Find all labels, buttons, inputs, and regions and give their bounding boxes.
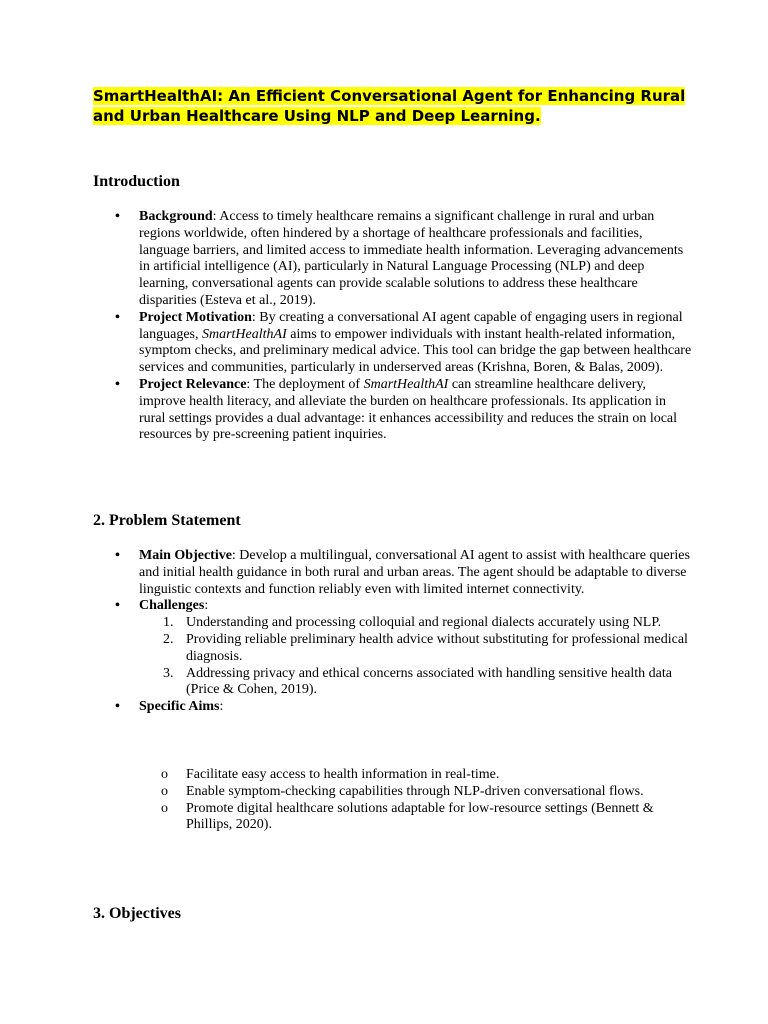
- introduction-heading: Introduction: [93, 173, 180, 190]
- challenge-text: Addressing privacy and ethical concerns associated with handling sensitive health data (Price & Cohen, 2019).: [186, 665, 672, 698]
- main-objective-text: : Develop a multilingual, conversational AI agent to assist with healthcare queries and initial health guidance in both rural and urban areas. The agent should be adaptable to diverse linguistic contexts and function reliably even with limited internet connectivity.: [139, 548, 690, 597]
- list-number: 2.: [163, 631, 174, 647]
- objectives-heading: 3. Objectives: [93, 905, 181, 922]
- list-item-challenges: [93, 598, 693, 699]
- motivation-text-start: : By creating a conversational AI agent capable of engaging users in regional languages,: [139, 309, 683, 342]
- relevance-label: Project Relevance: [139, 376, 247, 392]
- list-item-relevance: [93, 377, 693, 444]
- motivation-label: Project Motivation: [139, 309, 252, 325]
- specific-aims-list: [93, 767, 693, 834]
- list-number: 3.: [163, 665, 174, 681]
- list-item: [139, 666, 693, 700]
- background-label: Background: [139, 209, 213, 224]
- document-title: [93, 86, 693, 126]
- relevance-text-end: can streamline healthcare delivery, improve health literacy, and alleviate the burden on healthcare professionals. Its application in rural settings provides a dual advantage: it enhances accessibility and reduces the strain on local resources by pre-screening patient inquiries.: [139, 376, 678, 443]
- challenge-text: Providing reliable preliminary health advice without substituting for professional medical diagnosis.: [186, 631, 688, 664]
- introduction-list: [93, 209, 693, 444]
- list-number: 1.: [163, 615, 174, 631]
- list-item-motivation: [93, 310, 693, 377]
- problem-list: [93, 548, 693, 716]
- list-item-specific-aims: [93, 699, 693, 716]
- aim-text: Promote digital healthcare solutions adaptable for low-resource settings (Bennett & Phillips, 2020).: [186, 800, 654, 833]
- title-highlight: SmartHealthAI: An Efficient Conversational Agent for Enhancing Rural and Urban Healthcare Using NLP and Deep Learning.: [93, 87, 686, 125]
- specific-aims-colon: :: [219, 699, 224, 715]
- relevance-product-name: SmartHealthAI: [363, 376, 449, 392]
- list-item: [93, 767, 693, 784]
- challenges-list: [139, 615, 693, 699]
- circle-bullet: o: [161, 783, 168, 799]
- main-objective-label: Main Objective: [139, 548, 232, 563]
- list-item: [139, 632, 693, 666]
- list-item: [139, 615, 693, 632]
- circle-bullet: o: [161, 800, 168, 816]
- background-text: : Access to timely healthcare remains a significant challenge in rural and urban regions worldwide, often hindered by a shortage of healthcare professionals and facilities, language barriers, and limited access to immediate health information. Leveraging advancements in artificial intelligence (AI), particularly in Natural Language Processing (NLP) and deep learning, conversational agents can provide scalable solutions to address these healthcare disparities (Esteva et al., 2019).: [139, 209, 684, 308]
- problem-statement-heading: 2. Problem Statement: [93, 512, 241, 529]
- motivation-text-end: aims to empower individuals with instant health-related information, symptom checks, and preliminary medical advice. This tool can bridge the gap between healthcare services and communities, particularly in underserved areas (Krishna, Boren, & Balas, 2009).: [139, 326, 692, 376]
- list-item: [93, 801, 693, 835]
- motivation-product-name: SmartHealthAI: [201, 326, 287, 342]
- list-item-main-objective: [93, 548, 693, 598]
- specific-aims-label: Specific Aims: [139, 699, 220, 715]
- challenges-colon: :: [204, 598, 209, 614]
- aim-text: Enable symptom-checking capabilities through NLP-driven conversational flows.: [186, 783, 644, 799]
- challenge-text: Understanding and processing colloquial and regional dialects accurately using NLP.: [186, 615, 662, 631]
- list-item-background: [93, 209, 693, 310]
- list-item: [93, 784, 693, 801]
- relevance-text-start: : The deployment of: [246, 376, 364, 392]
- aim-text: Facilitate easy access to health information in real-time.: [186, 767, 500, 782]
- challenges-label: Challenges: [139, 598, 205, 614]
- circle-bullet: o: [161, 767, 168, 782]
